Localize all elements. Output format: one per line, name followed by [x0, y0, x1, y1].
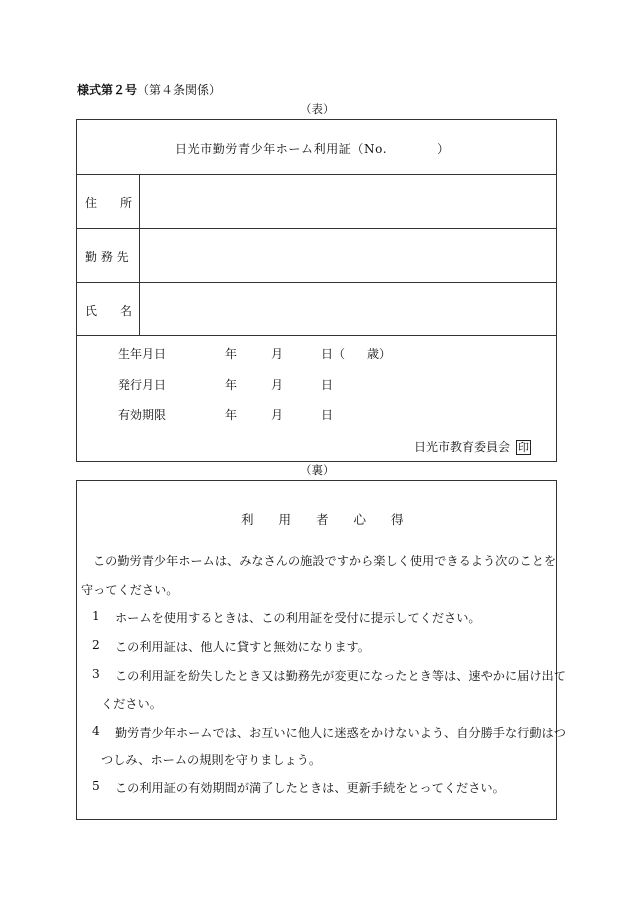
divider — [77, 335, 556, 336]
rule-5-text: この利用証の有効期間が満了したときは、更新手続をとってください。 — [115, 781, 505, 795]
birthdate-age: 歳） — [367, 347, 392, 361]
back-card — [76, 480, 566, 820]
front-title-text: 日光市勤労青少年ホーム利用証（No. — [175, 142, 388, 156]
issue-date-year: 年 — [225, 378, 238, 392]
rule-4-text-cont: つしみ、ホームの規則を守りましょう。 — [101, 753, 322, 767]
rule-3-text-cont: ください。 — [101, 697, 162, 711]
back-title: 利 用 者 心 得 — [241, 512, 404, 527]
rule-1-text: ホームを使用するときは、この利用証を受付に提示してください。 — [115, 611, 481, 625]
divider — [77, 174, 556, 175]
front-card — [76, 119, 557, 462]
rule-3-text: この利用証を紛失したとき又は勤務先が変更になったとき等は、速やかに届け出て — [115, 669, 566, 683]
rule-4-text: 勤労青少年ホームでは、お互いに他人に迷惑をかけないよう、自分勝手な行動はつ — [115, 726, 566, 740]
back-side-label: （裏） — [300, 463, 335, 477]
name-label-b: 名 — [120, 304, 133, 318]
rule-2-num: 2 — [92, 638, 100, 652]
form-number-label: 様式第２号 — [77, 83, 138, 97]
expiry-day: 日 — [321, 408, 334, 422]
front-title — [175, 140, 450, 157]
column-divider — [139, 174, 140, 335]
rule-2-text: この利用証は、他人に貸すと無効になります。 — [115, 640, 370, 654]
expiry-year: 年 — [225, 408, 238, 422]
issuer-name: 日光市教育委員会 — [414, 440, 511, 454]
form-number-relation: （第４条関係） — [137, 83, 222, 97]
birthdate-label: 生年月日 — [118, 347, 167, 361]
divider — [77, 282, 556, 283]
issue-date-label: 発行月日 — [118, 378, 167, 392]
birthdate-month: 月 — [271, 347, 284, 361]
address-label-a: 住 — [85, 196, 98, 210]
rule-4-num: 4 — [92, 724, 100, 738]
address-label-b: 所 — [120, 196, 133, 210]
rule-5-num: 5 — [92, 779, 100, 793]
issue-date-month: 月 — [271, 378, 284, 392]
issuer — [414, 438, 531, 455]
intro-line-1: この勤労青少年ホームは、みなさんの施設ですから楽しく使用できるよう次のことを — [93, 554, 557, 568]
birthdate-year: 年 — [225, 347, 238, 361]
front-title-close: ） — [437, 142, 450, 156]
issue-date-day: 日 — [321, 378, 334, 392]
rule-3-num: 3 — [92, 667, 100, 681]
name-label-a: 氏 — [85, 304, 98, 318]
expiry-month: 月 — [271, 408, 284, 422]
seal-mark: 印 — [518, 441, 530, 454]
birthdate-day: 日（ — [321, 347, 346, 361]
front-side-label: （表） — [300, 102, 335, 116]
workplace-label: 勤 務 先 — [85, 250, 129, 264]
intro-line-2: 守ってください。 — [81, 583, 179, 597]
form-number — [77, 81, 221, 98]
rule-1-num: 1 — [92, 609, 100, 623]
expiry-label: 有効期限 — [118, 408, 167, 422]
divider — [77, 228, 556, 229]
